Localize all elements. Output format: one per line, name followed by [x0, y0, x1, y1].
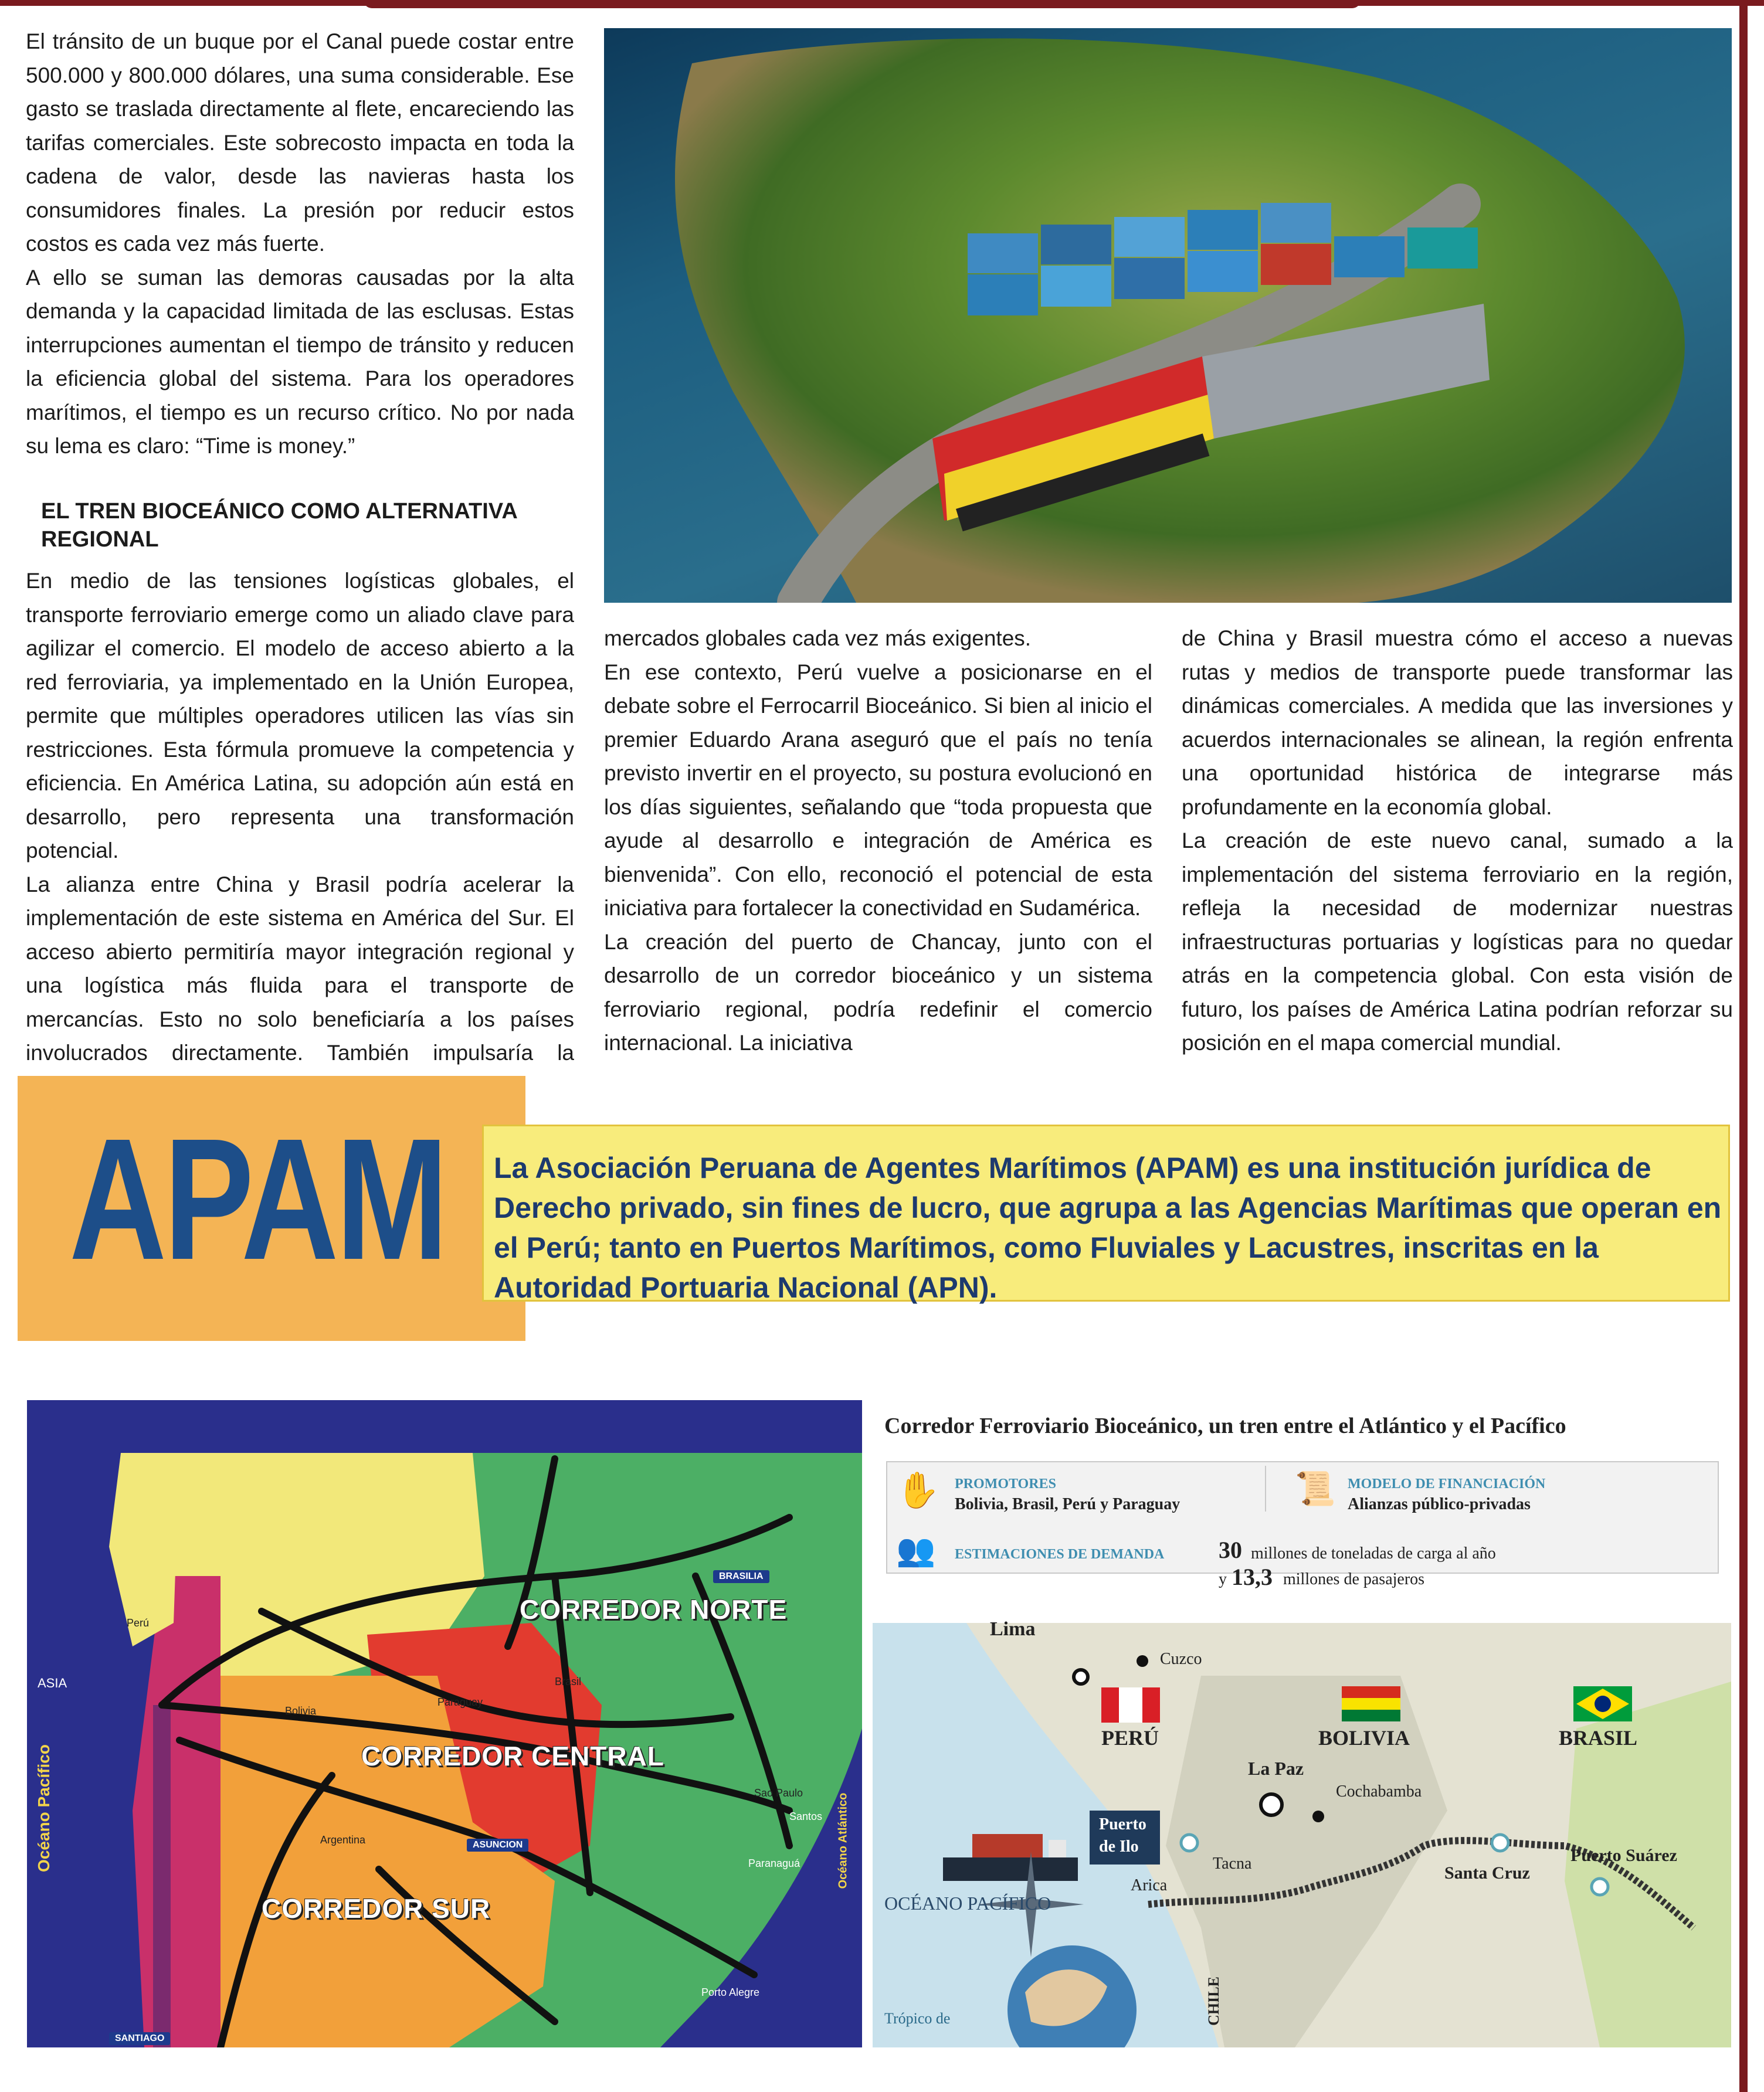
- column-2: [604, 622, 1152, 1060]
- city-label-sao-paulo: Sao Paulo: [754, 1787, 803, 1799]
- cuzco-marker: [1137, 1655, 1148, 1667]
- promotores-value: Bolivia, Brasil, Perú y Paraguay: [955, 1495, 1180, 1513]
- country-label-peru: Perú: [127, 1617, 150, 1629]
- top-border-arc: [364, 0, 1361, 8]
- demanda-prefix-2: y: [1219, 1570, 1227, 1588]
- paragraph: El tránsito de un buque por el Canal puede costar entre 500.000 y 800.000 dólares, una suma considerable. Ese gasto se traslada directamente al flete, encareciendo las tarifas comerciales. Este sobrecosto impacta en toda la cadena de valor, desde las navieras hasta los consumidores finales. La presión por reducir estos costos es cada vez más fuerte.: [26, 29, 574, 256]
- bioceanic-infographic: [873, 1400, 1731, 2047]
- column-1-bottom: [26, 564, 574, 1103]
- continent-shape: [675, 39, 1685, 603]
- train-continent-photo: [604, 28, 1732, 603]
- apam-description: La Asociación Peruana de Agentes Marítimos (APAM) es una institución jurídica de Derecho privado, sin fines de lucro, que agrupa a las Agencias Marítimas que operan en el Perú; tanto en Puertos Marítimos, como Fluviales y Lacustres, inscritas en la Autoridad Portuaria Nacional (APN).: [494, 1152, 1722, 1304]
- puerto-suarez-marker: [1592, 1879, 1608, 1895]
- place-santa-cruz: Santa Cruz: [1444, 1863, 1530, 1883]
- place-lima: Lima: [990, 1618, 1036, 1640]
- city-label-porto-alegre: Porto Alegre: [701, 1986, 760, 1998]
- country-label-argentina: Argentina: [320, 1834, 366, 1846]
- place-la-paz: La Paz: [1248, 1758, 1304, 1779]
- paragraph: La creación de este nuevo canal, sumado a la implementación del sistema ferroviario en la región, refleja la necesidad de modernizar nuestras infraestructuras portuarias y logísticas para no quedar atrás en la competencia global. Con esta visión de futuro, los países de América Latina podrían reforzar su posición en el mapa comercial mundial.: [1182, 828, 1733, 1055]
- tropico-label: Trópico de: [884, 2010, 951, 2027]
- asia-label: ASIA: [38, 1676, 67, 1690]
- paragraph: La creación del puerto de Chancay, junto con el desarrollo de un corredor bioceánico y un sistema ferroviario regional, podría redefinir el comercio internacional. La iniciativa: [604, 929, 1152, 1055]
- demanda-num-2: 13,3: [1232, 1564, 1273, 1590]
- flag-peru: [1101, 1687, 1160, 1723]
- country-label-brasil: Brasil: [555, 1676, 582, 1687]
- people-icon: 👥: [896, 1533, 936, 1568]
- la-paz-marker: [1261, 1794, 1282, 1815]
- demanda-text-2: millones de pasajeros: [1283, 1570, 1425, 1588]
- country-label-paraguay: Paraguay: [437, 1696, 483, 1708]
- city-tag-asuncion: ASUNCION: [467, 1839, 528, 1852]
- paragraph: En ese contexto, Perú vuelve a posicionarse en el debate sobre el Ferrocarril Bioceánico. Si bien al inicio el premier Eduardo Arana aseguró que el país no tenía previsto invertir en el proyecto, su postura evolucionó en los días siguientes, señalando que “toda propuesta que ayude al desarrollo e integración de América es bienvenida”. Con ello, reconoció el potencial de esta iniciativa para fortalecer la conectividad en Sudamérica.: [604, 660, 1152, 920]
- document-icon: 📜: [1295, 1470, 1336, 1507]
- santa-cruz-marker: [1492, 1835, 1508, 1851]
- country-chile: CHILE: [1205, 1976, 1222, 2026]
- chile-region: [133, 1576, 220, 2047]
- place-puerto-ilo-line2: de Ilo: [1099, 1838, 1139, 1856]
- paragraph: de China y Brasil muestra cómo el acceso a nuevas rutas y medios de transporte puede transformar las dinámicas comerciales. A medida que las inversiones y acuerdos internacionales se alinean, la región enfrenta una oportunidad histórica de integrarse más profundamente en la economía global.: [1182, 626, 1733, 819]
- country-label-bolivia: Bolivia: [285, 1705, 317, 1717]
- ocean-label-atlantic: Océano Atlántico: [836, 1792, 850, 1889]
- place-puerto-suarez: Puerto Suárez: [1570, 1846, 1677, 1865]
- ilo-marker: [1181, 1835, 1198, 1851]
- place-puerto-ilo-line1: Puerto: [1099, 1815, 1146, 1833]
- paragraph: mercados globales cada vez más exigentes.: [604, 626, 1032, 650]
- train-illustration: [604, 28, 1732, 603]
- country-bolivia: BOLIVIA: [1318, 1726, 1410, 1750]
- column-3: [1182, 622, 1733, 1060]
- corridor-north-label: CORREDOR NORTE: [520, 1594, 788, 1625]
- right-border: [1739, 0, 1748, 2092]
- city-label-paranagua: Paranaguá: [748, 1857, 800, 1869]
- modelo-label: MODELO DE FINANCIACIÓN: [1348, 1476, 1546, 1492]
- city-label-santos: Santos: [789, 1811, 823, 1822]
- lima-marker: [1074, 1670, 1088, 1684]
- cochabamba-marker: [1312, 1811, 1324, 1822]
- infographic-title: Corredor Ferroviario Bioceánico, un tren entre el Atlántico y el Pacífico: [884, 1414, 1566, 1438]
- paragraph: En medio de las tensiones logísticas globales, el transporte ferroviario emerge como un aliado clave para agilizar el comercio. El modelo de acceso abierto a la red ferroviaria, ya implementado en la Unión Europea, permite que múltiples operadores utilicen las vías sin restricciones. Esta fórmula promueve la competencia y eficiencia. En América Latina, su adopción aún está en desarrollo, pero representa una transformación potencial.: [26, 569, 574, 862]
- apam-title: APAM: [69, 1102, 446, 1296]
- paragraph: La alianza entre China y Brasil podría acelerar la implementación de este sistema en América del Sur. El acceso abierto permitiría mayor integración regional y una logística más fluida para el transporte de mercancías. Esto no solo beneficiaría a los países involucrados directamente. También impulsaría la: [26, 872, 574, 1065]
- ocean-pacific-label: OCÉANO PACÍFICO: [884, 1893, 1051, 1914]
- place-tacna: Tacna: [1213, 1855, 1252, 1873]
- demanda-text-1: millones de toneladas de carga al año: [1251, 1544, 1496, 1563]
- column-1-top: [26, 25, 574, 463]
- modelo-value: Alianzas público-privadas: [1348, 1495, 1531, 1513]
- handshake-icon: ✋: [896, 1470, 940, 1510]
- corridor-south-label: CORREDOR SUR: [262, 1893, 491, 1924]
- city-tag-brasilia: BRASILIA: [713, 1570, 769, 1583]
- section-heading: EL TREN BIOCEÁNICO COMO ALTERNATIVA REGIONAL: [41, 499, 517, 552]
- flag-brasil: [1573, 1686, 1632, 1721]
- city-tag-santiago: SANTIAGO: [109, 2032, 170, 2045]
- country-brasil: BRASIL: [1559, 1726, 1638, 1750]
- place-cuzco: Cuzco: [1160, 1650, 1202, 1668]
- country-peru: PERÚ: [1101, 1726, 1159, 1750]
- paragraph: A ello se suman las demoras causadas por la alta demanda y la capacidad limitada de las esclusas. Estas interrupciones aumentan el tiempo de tránsito y reducen la eficiencia global del sistema. Para los operadores marítimos, el tiempo es un recurso crítico. No por nada su lema es claro: “Time is money.”: [26, 265, 574, 458]
- flag-bolivia: [1342, 1686, 1400, 1721]
- place-cochabamba: Cochabamba: [1336, 1782, 1422, 1801]
- corridors-map-graphic: [27, 1400, 862, 2047]
- corridor-central-label: CORREDOR CENTRAL: [361, 1741, 664, 1771]
- place-arica: Arica: [1131, 1876, 1168, 1894]
- promotores-label: PROMOTORES: [955, 1476, 1056, 1492]
- demanda-num-1: 30: [1219, 1537, 1242, 1563]
- ocean-label-pacific: Océano Pacífico: [34, 1744, 53, 1872]
- demanda-label: ESTIMACIONES DE DEMANDA: [955, 1547, 1165, 1562]
- corridors-map: [27, 1400, 862, 2047]
